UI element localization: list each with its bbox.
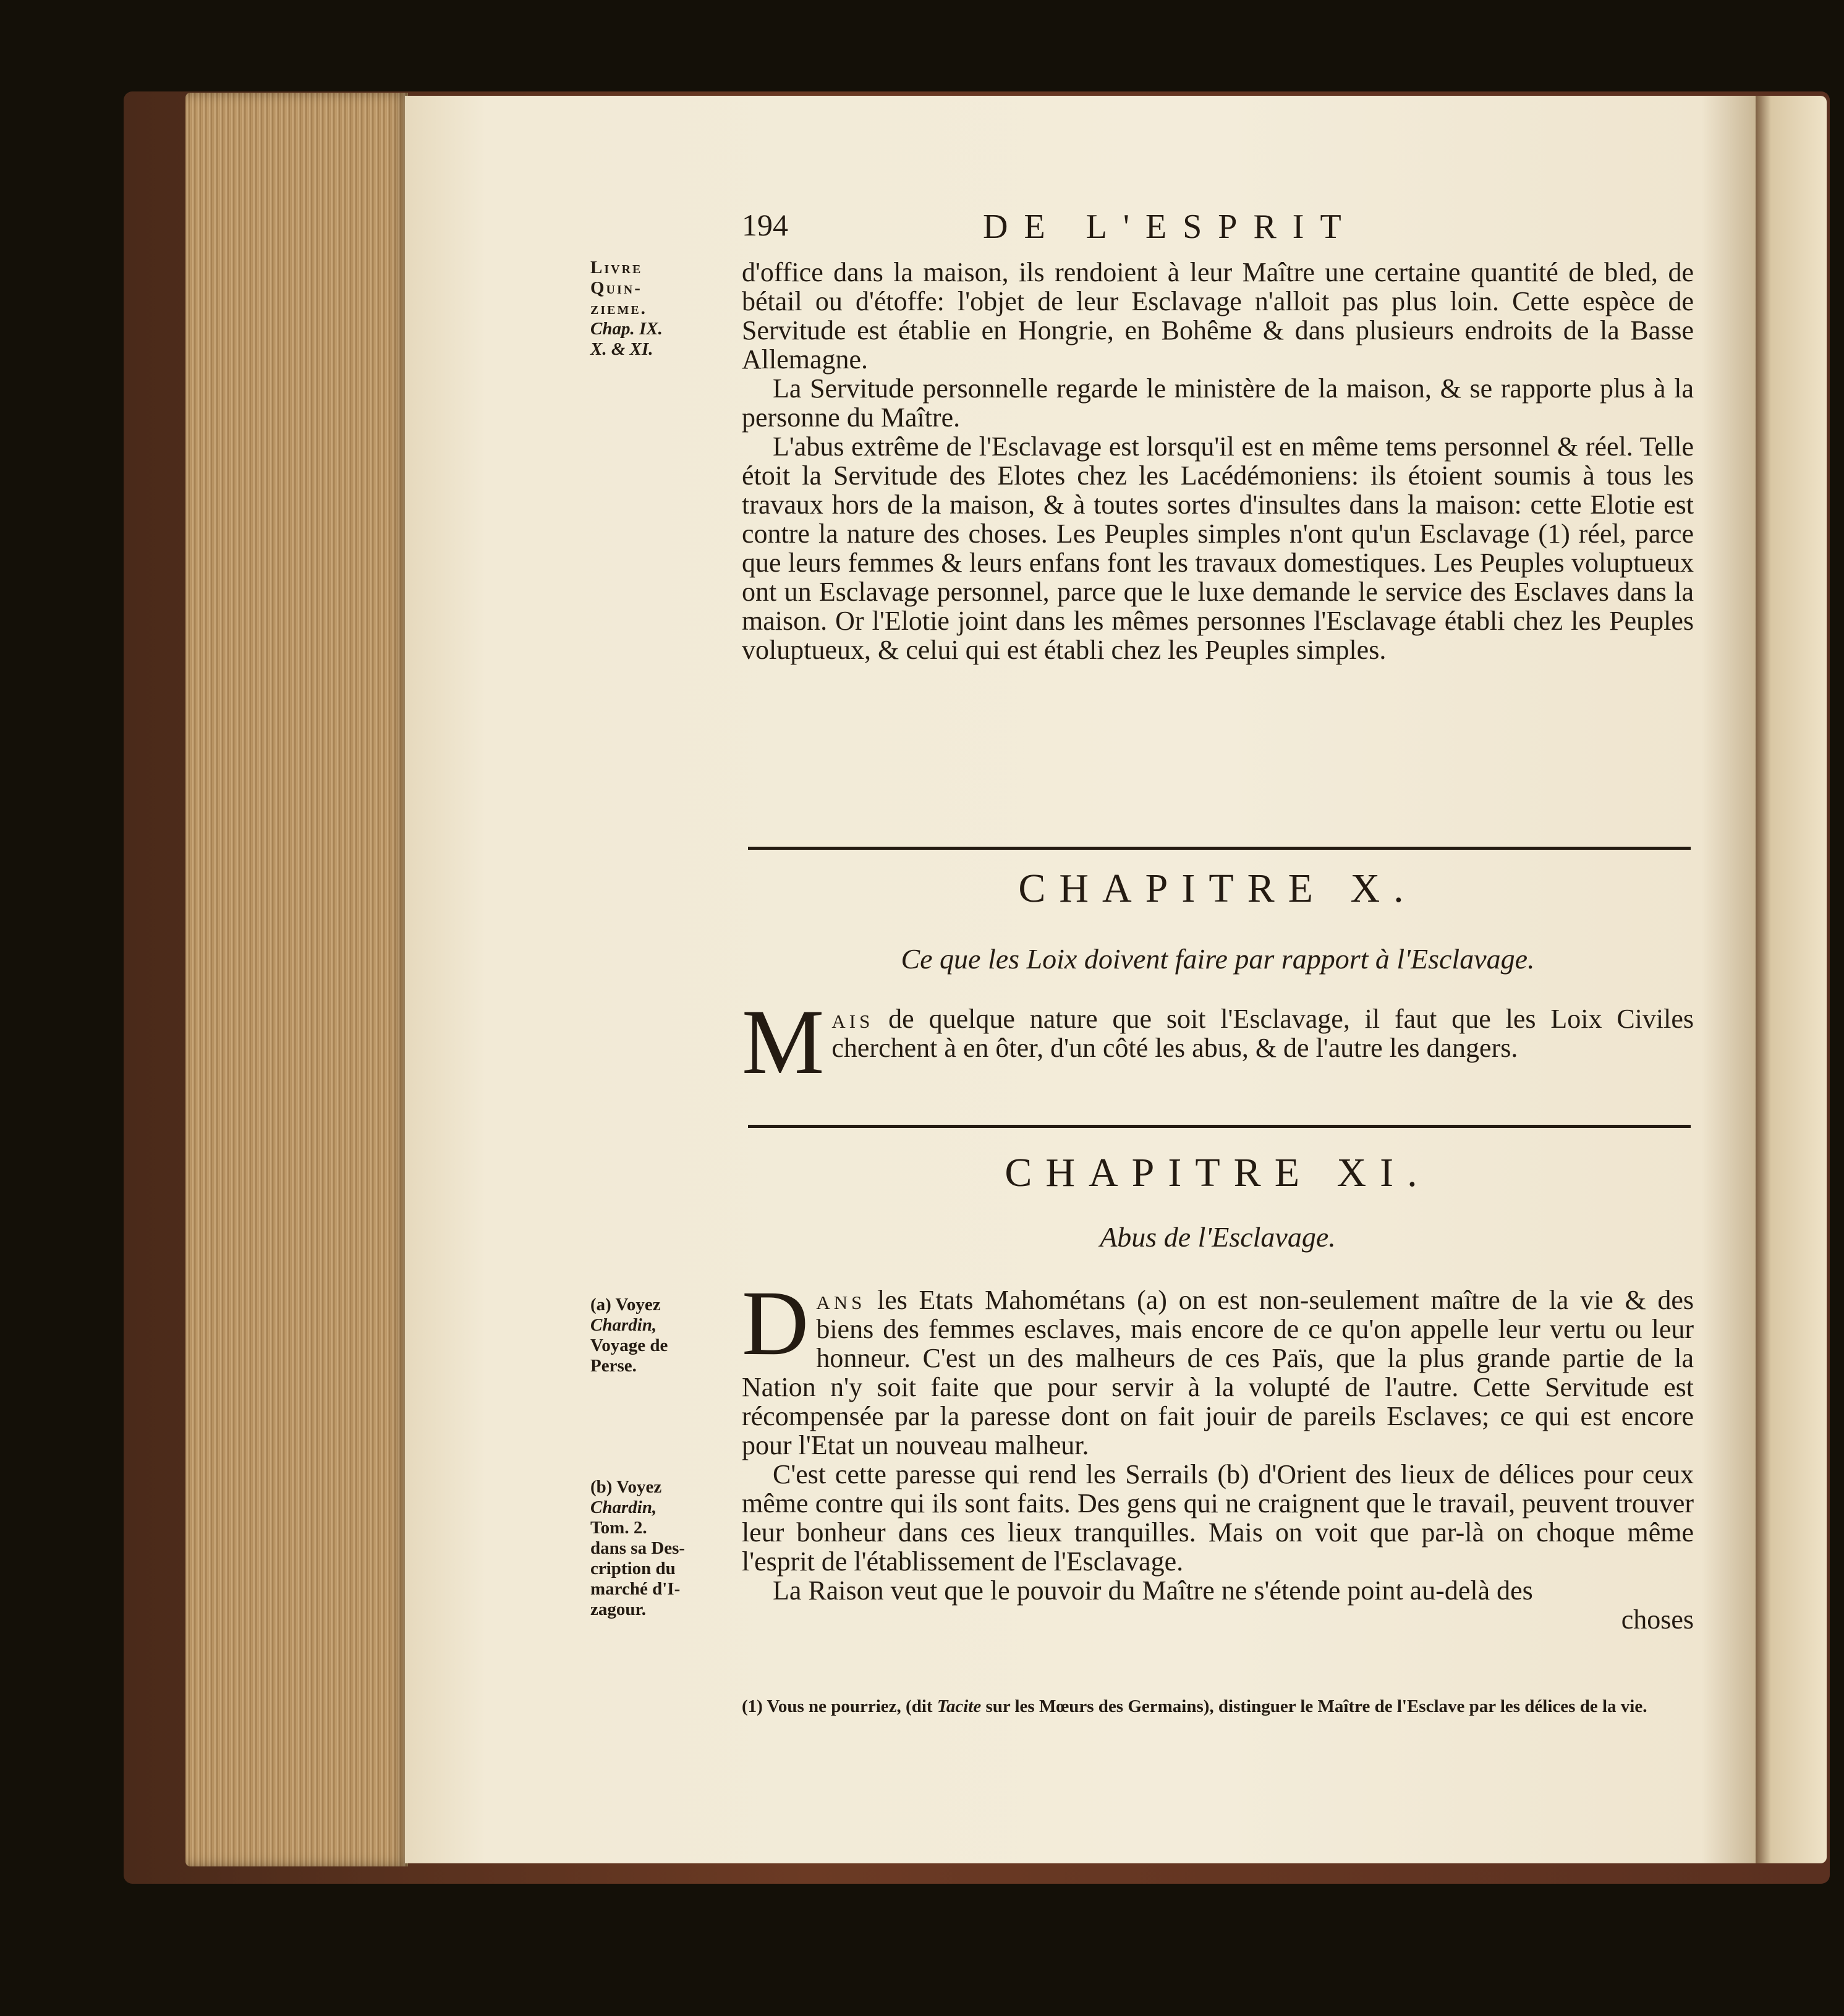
note-line: zagour. bbox=[590, 1599, 646, 1619]
footnote-marker: (1) bbox=[742, 1696, 763, 1716]
page-number: 194 bbox=[742, 208, 788, 242]
note-line: Chardin, bbox=[590, 1315, 657, 1335]
chapter-xi-subtitle: Abus de l'Esclavage. bbox=[1100, 1221, 1336, 1253]
paragraph: La Servitude personnelle regarde le ministère de la maison, & se rapporte plus à la personne du Maître. bbox=[742, 373, 1694, 433]
margin-line: Livre bbox=[590, 258, 643, 277]
margin-line: Chap. IX. bbox=[590, 319, 663, 339]
footnote-author: Tacite bbox=[937, 1696, 982, 1716]
note-line: Tom. 2. bbox=[590, 1518, 647, 1538]
margin-line: zieme. bbox=[590, 299, 647, 318]
chapter-x-heading: CHAPITRE X. bbox=[1018, 866, 1417, 911]
note-line: Perse. bbox=[590, 1356, 637, 1376]
facing-page-edge bbox=[1753, 96, 1827, 1863]
margin-line: X. & XI. bbox=[590, 339, 653, 359]
catchword: choses bbox=[1621, 1604, 1694, 1635]
paragraph bbox=[742, 1272, 1694, 1460]
note-line: Voyage de bbox=[590, 1336, 668, 1355]
note-line: (a) Voyez bbox=[590, 1295, 661, 1315]
chapter-x-paragraph bbox=[742, 991, 1694, 1093]
footnote: (1) Vous ne pourriez, (dit Tacite sur les Mœurs des Germains), distinguer le Maître de l'Esclave par les délices de la vie. bbox=[742, 1696, 1647, 1716]
chapter-x-subtitle: Ce que les Loix doivent faire par rapport à l'Esclavage. bbox=[901, 943, 1535, 975]
running-head bbox=[742, 207, 1694, 250]
chapter-rule bbox=[748, 847, 1691, 850]
drop-cap: D bbox=[742, 1272, 809, 1374]
paragraph-text: de quelque nature que soit l'Esclavage, il faut que les Loix Civiles cherchent à en ôter, d'un côté les abus, & de l'autre les dangers. bbox=[831, 1004, 1694, 1063]
paragraph: L'abus extrême de l'Esclavage est lorsqu'il est en même tems personnel & réel. Telle étoit la Servitude des Elotes chez les Lacédémoniens: ils étoient soumis à tous les travaux hors de la maison, & à toutes sortes d'insultes dans la maison: cette Elotie est contre la nature des choses. Les Peuples simples n'ont qu'un Esclavage (1) réel, parce que leurs femmes & leurs enfans font les travaux domestiques. Les Peuples voluptueux ont un Esclavage personnel, parce que le luxe demande le service des Esclaves dans la maison. Or l'Elotie joint dans les mêmes personnes l'Esclavage établi chez les Peuples voluptueux, & celui qui est établi chez les Peuples simples. bbox=[742, 431, 1694, 665]
note-line: Chardin, bbox=[590, 1497, 657, 1517]
margin-line: Quin- bbox=[590, 278, 642, 298]
chapter-rule bbox=[748, 1125, 1691, 1128]
note-line: dans sa Des- bbox=[590, 1538, 686, 1558]
chapter-ix-continuation bbox=[742, 258, 1694, 664]
lead-word: ans bbox=[816, 1285, 866, 1315]
side-note-a bbox=[590, 1295, 736, 1376]
margin-book-reference bbox=[590, 258, 736, 360]
note-line: marché d'I- bbox=[590, 1579, 681, 1599]
lead-word: ais bbox=[831, 1004, 874, 1034]
paragraph: d'office dans la maison, ils rendoient à leur Maître une certaine quantité de bled, de bétail ou d'étoffe: l'objet de leur Esclavage n'alloit pas plus loin. Cette espèce de Servitude est établie en Hongrie, en Bohême & dans plusieurs endroits de la Basse Allemagne. bbox=[742, 257, 1694, 375]
page-edges bbox=[185, 93, 408, 1866]
drop-cap: M bbox=[742, 991, 825, 1093]
note-line: cription du bbox=[590, 1559, 676, 1578]
paragraph-text: les Etats Mahométans (a) on est non-seulement maître de la vie & des biens des femmes esclaves, mais encore de ce qu'on appelle leur vertu ou leur honneur. C'est un des malheurs de ces Païs, que la plus grande partie de la Nation n'y soit faite que pour servir à la volupté de l'autre. Cette Servitude est récompensée par la paresse dont on fait jouir de pareils Esclaves; ce qui est encore pour l'Etat un nouveau malheur. bbox=[742, 1285, 1694, 1460]
side-note-b bbox=[590, 1477, 736, 1620]
running-title: DE L'ESPRIT bbox=[983, 208, 1358, 246]
chapter-xi-heading: CHAPITRE XI. bbox=[1005, 1150, 1431, 1195]
paragraph: La Raison veut que le pouvoir du Maître ne s'étende point au-delà des bbox=[773, 1575, 1533, 1606]
book-page bbox=[405, 96, 1756, 1863]
chapter-xi-text bbox=[742, 1272, 1694, 1635]
note-line: (b) Voyez bbox=[590, 1477, 662, 1497]
paragraph: C'est cette paresse qui rend les Serrails (b) d'Orient des lieux de délices pour ceux même contre qui ils sont faits. Des gens qui ne craignent que le travail, peuvent trouver leur bonheur dans ces lieux tranquilles. Mais on voit que par-là on choque même l'esprit de l'établissement de l'Esclavage. bbox=[742, 1459, 1694, 1577]
